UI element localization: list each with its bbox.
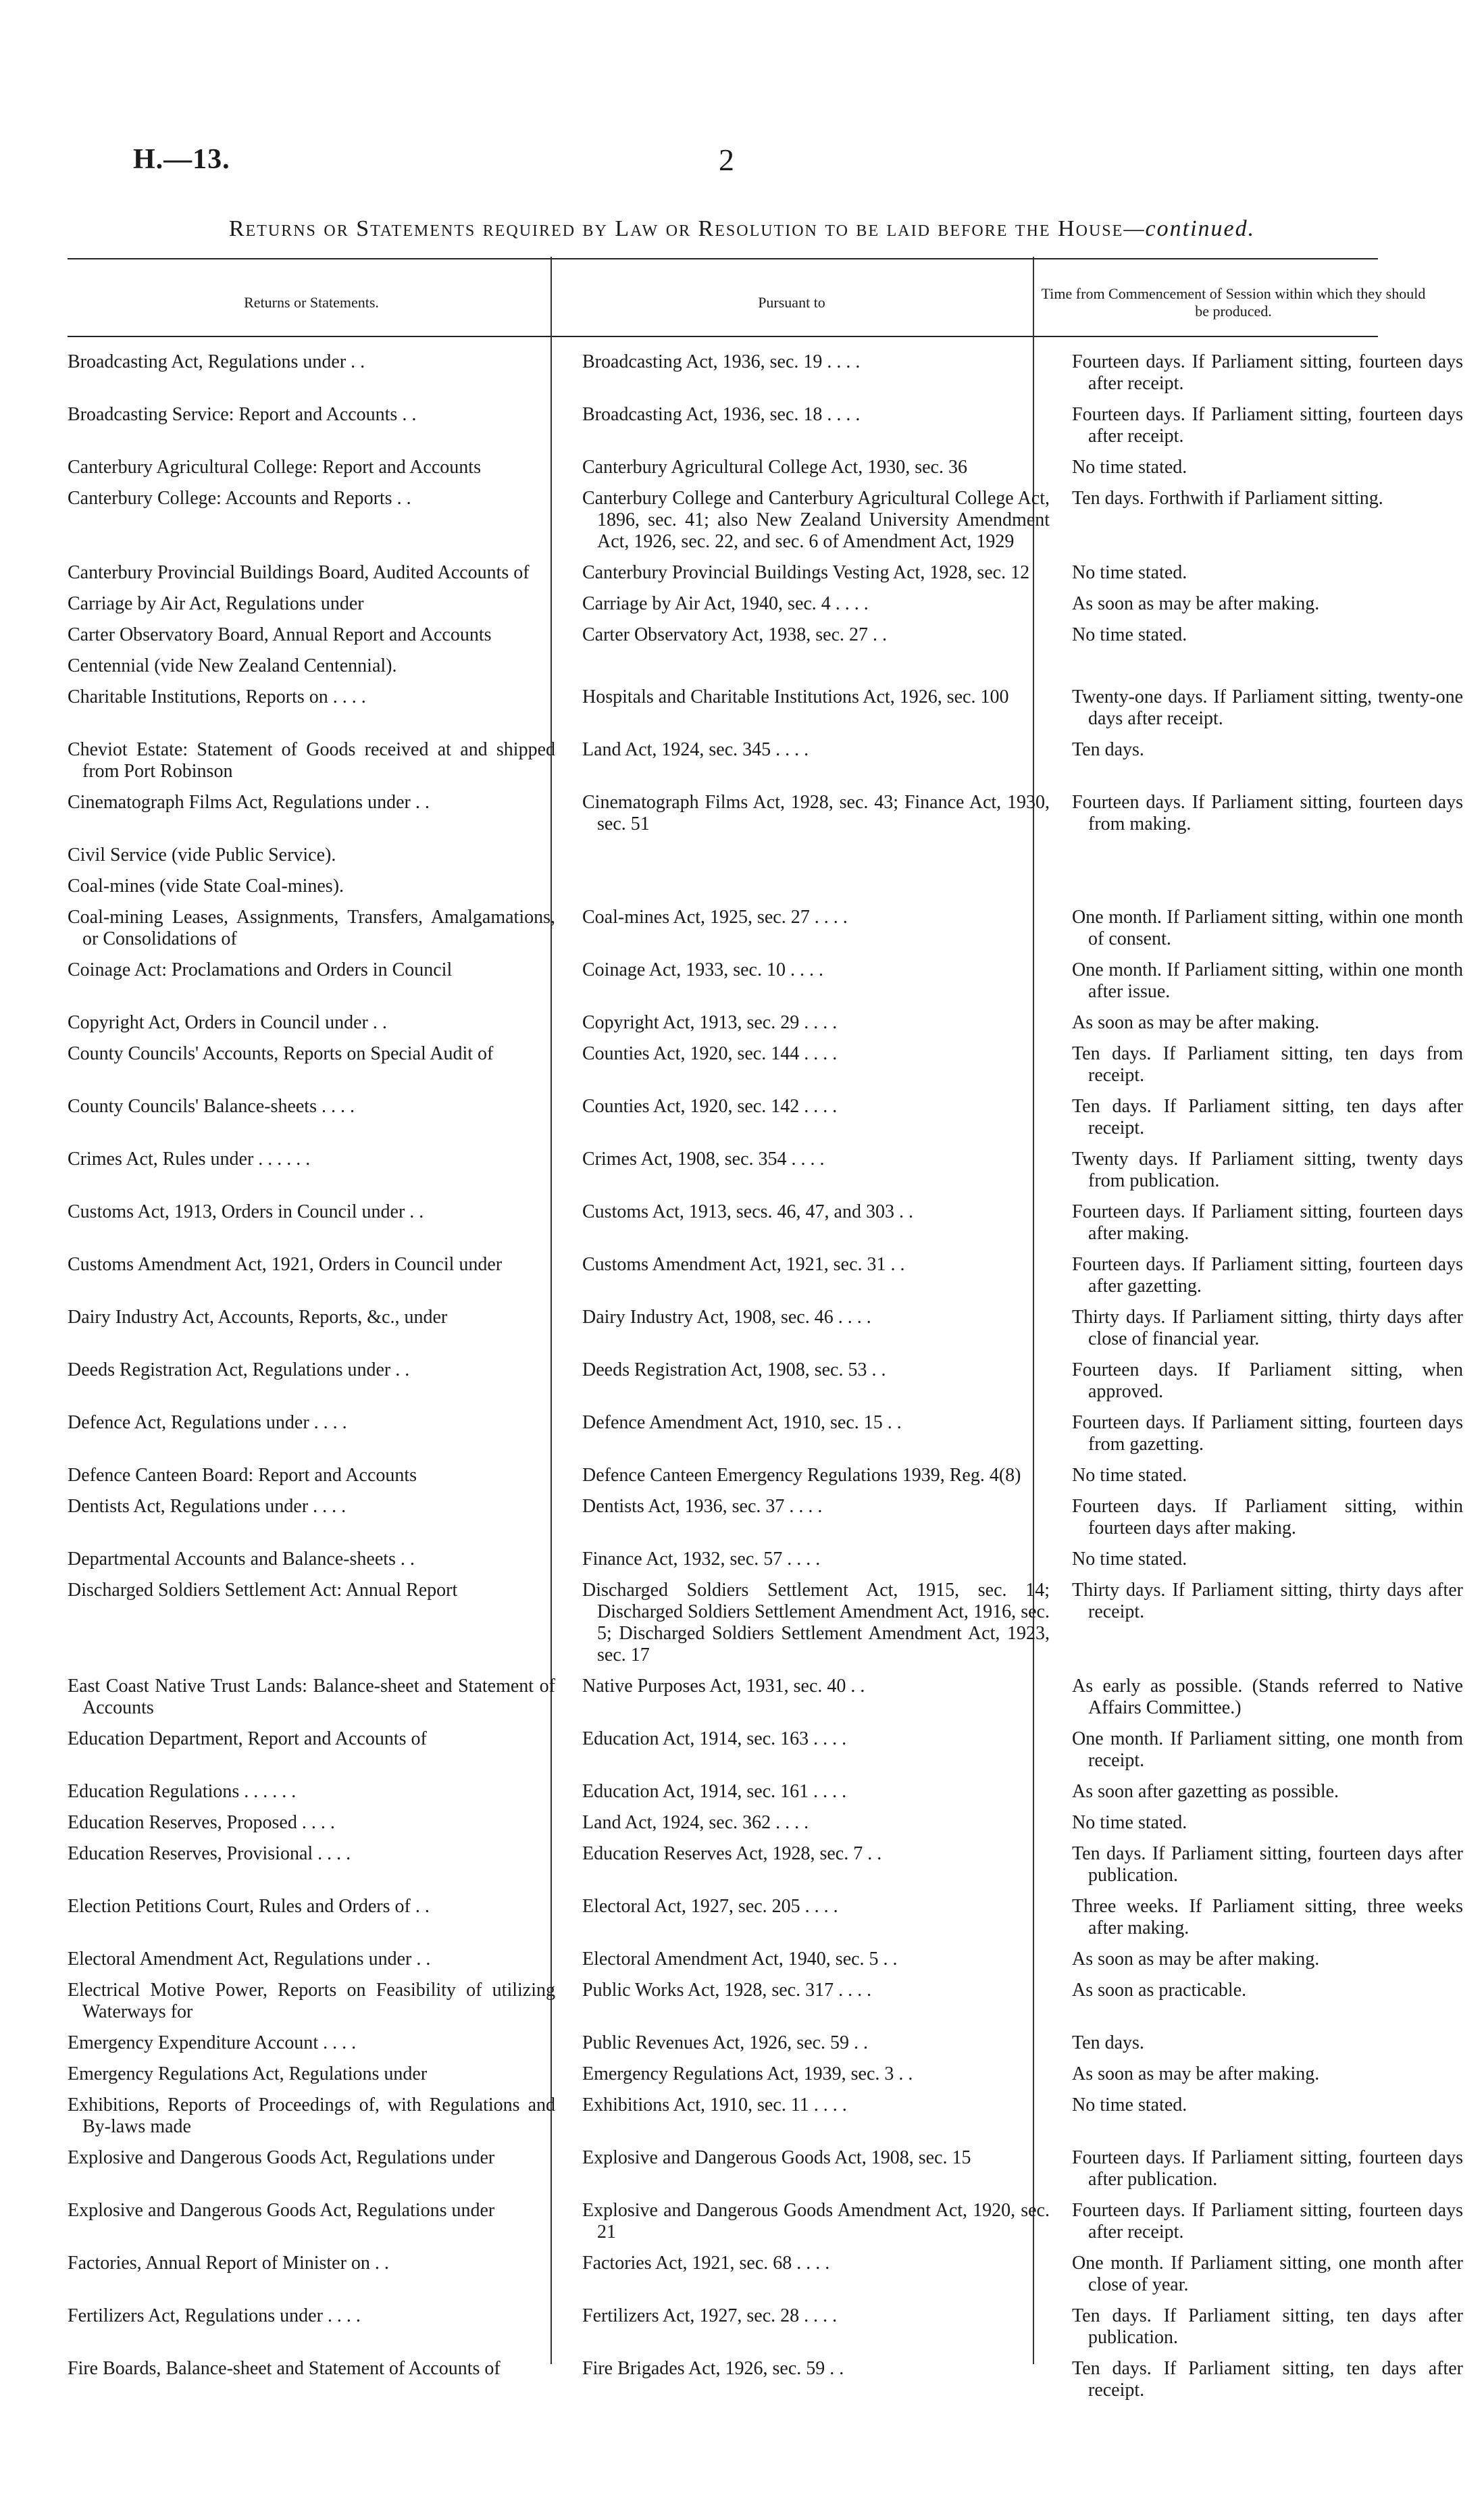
- returns-table: [0, 351, 1484, 2411]
- return-statement-cell: Education Reserves, Provisional . . . .: [68, 1843, 351, 1864]
- table-row: [0, 2253, 1484, 2296]
- return-statement-cell: Electrical Motive Power, Reports on Feasibility of utilizing Waterways for: [68, 1980, 555, 2022]
- table-row: [0, 845, 1484, 866]
- pursuant-to-cell: Native Purposes Act, 1931, sec. 40 . .: [582, 1676, 865, 1697]
- time-cell: No time stated.: [1072, 1812, 1187, 1833]
- table-row: [0, 2200, 1484, 2243]
- return-statement-cell: Canterbury College: Accounts and Reports . .: [68, 488, 411, 509]
- time-cell: Twenty days. If Parliament sitting, twenty days from publication.: [1072, 1149, 1463, 1191]
- table-row: [0, 1812, 1484, 1834]
- pursuant-to-cell: Public Revenues Act, 1926, sec. 59 . .: [582, 2032, 869, 2053]
- time-cell: [1072, 876, 1463, 897]
- time-cell: One month. If Parliament sitting, within one month after issue.: [1072, 959, 1463, 1002]
- page-number: 2: [719, 143, 734, 177]
- row-spacer: [0, 1351, 1484, 1359]
- header-rule-bottom: [68, 336, 1378, 337]
- pursuant-to-cell: Exhibitions Act, 1910, sec. 11 . . . .: [582, 2095, 847, 2115]
- return-statement-cell: Education Regulations . . . . . .: [68, 1781, 297, 1802]
- return-statement-cell: Broadcasting Act, Regulations under . .: [68, 351, 365, 372]
- row-spacer: [0, 1141, 1484, 1149]
- table-row: [0, 959, 1484, 1003]
- return-statement-cell: Coal-mines (vide State Coal-mines).: [68, 876, 344, 897]
- row-spacer: [0, 2297, 1484, 2305]
- table-row: [0, 1949, 1484, 1970]
- row-spacer: [0, 2139, 1484, 2147]
- row-spacer: [0, 449, 1484, 457]
- table-row: [0, 1676, 1484, 1719]
- pursuant-to-cell: Coinage Act, 1933, sec. 10 . . . .: [582, 959, 823, 980]
- row-spacer: [0, 2086, 1484, 2095]
- row-spacer: [0, 1804, 1484, 1812]
- return-statement-cell: Civil Service (vide Public Service).: [68, 845, 336, 866]
- row-spacer: [0, 836, 1484, 845]
- pursuant-to-cell: Electoral Amendment Act, 1940, sec. 5 . .: [582, 1949, 898, 1970]
- return-statement-cell: Exhibitions, Reports of Proceedings of, with Regulations and By-laws made: [68, 2095, 555, 2137]
- table-row: [0, 2063, 1484, 2085]
- table-row: [0, 1254, 1484, 1297]
- pursuant-to-cell: Crimes Act, 1908, sec. 354 . . . .: [582, 1149, 825, 1170]
- time-cell: Fourteen days. If Parliament sitting, fourteen days after publication.: [1072, 2147, 1463, 2190]
- table-row: [0, 686, 1484, 730]
- table-row: [0, 1580, 1484, 1666]
- table-row: [0, 593, 1484, 615]
- table-row: [0, 2305, 1484, 2349]
- row-spacer: [0, 1940, 1484, 1949]
- return-statement-cell: Coinage Act: Proclamations and Orders in Council: [68, 959, 453, 980]
- table-row: [0, 2032, 1484, 2054]
- pursuant-to-cell: Canterbury College and Canterbury Agricultural College Act, 1896, sec. 41; also New Zealand University Amendment Act, 1926, sec. 22, and sec. 6 of Amendment Act, 1929: [582, 488, 1050, 552]
- time-cell: Ten days. If Parliament sitting, fourteen days after publication.: [1072, 1843, 1463, 1886]
- table-row: [0, 351, 1484, 395]
- time-cell: As soon as practicable.: [1072, 1980, 1247, 2001]
- return-statement-cell: East Coast Native Trust Lands: Balance-sheet and Statement of Accounts: [68, 1676, 555, 1718]
- time-cell: Ten days. If Parliament sitting, ten days after receipt.: [1072, 2358, 1463, 2401]
- time-cell: No time stated.: [1072, 457, 1187, 478]
- table-row: [0, 1149, 1484, 1192]
- row-spacer: [0, 1773, 1484, 1781]
- time-cell: One month. If Parliament sitting, one month from receipt.: [1072, 1728, 1463, 1771]
- return-statement-cell: Departmental Accounts and Balance-sheets . .: [68, 1549, 415, 1570]
- pursuant-to-cell: [582, 655, 1050, 677]
- pursuant-to-cell: Dairy Industry Act, 1908, sec. 46 . . . .: [582, 1307, 871, 1328]
- pursuant-to-cell: Education Act, 1914, sec. 161 . . . .: [582, 1781, 847, 1802]
- row-spacer: [0, 1668, 1484, 1676]
- return-statement-cell: Cheviot Estate: Statement of Goods received at and shipped from Port Robinson: [68, 739, 555, 782]
- pursuant-to-cell: [582, 845, 1050, 866]
- pursuant-to-cell: Canterbury Agricultural College Act, 1930, sec. 36: [582, 457, 967, 478]
- row-spacer: [0, 480, 1484, 488]
- table-row: [0, 1412, 1484, 1455]
- pursuant-to-cell: Carriage by Air Act, 1940, sec. 4 . . . .: [582, 593, 869, 614]
- return-statement-cell: Canterbury Provincial Buildings Board, Audited Accounts of: [68, 562, 530, 583]
- time-cell: As soon after gazetting as possible.: [1072, 1781, 1339, 1802]
- row-spacer: [0, 1457, 1484, 1465]
- return-statement-cell: Factories, Annual Report of Minister on . .: [68, 2253, 389, 2274]
- pursuant-to-cell: Broadcasting Act, 1936, sec. 18 . . . .: [582, 404, 861, 425]
- table-row: [0, 1307, 1484, 1350]
- pursuant-to-cell: Finance Act, 1932, sec. 57 . . . .: [582, 1549, 821, 1570]
- return-statement-cell: Customs Amendment Act, 1921, Orders in Council under: [68, 1254, 503, 1275]
- table-row: [0, 1096, 1484, 1139]
- pursuant-to-cell: Dentists Act, 1936, sec. 37 . . . .: [582, 1496, 823, 1517]
- time-cell: Fourteen days. If Parliament sitting, within fourteen days after making.: [1072, 1496, 1463, 1538]
- row-spacer: [0, 616, 1484, 624]
- row-spacer: [0, 1572, 1484, 1580]
- row-spacer: [0, 1540, 1484, 1549]
- table-row: [0, 2147, 1484, 2190]
- pursuant-to-cell: Education Reserves Act, 1928, sec. 7 . .: [582, 1843, 882, 1864]
- table-row: [0, 1465, 1484, 1486]
- column-header-pursuant: Pursuant to: [758, 293, 825, 311]
- time-cell: Ten days. If Parliament sitting, ten days after receipt.: [1072, 1096, 1463, 1138]
- pursuant-to-cell: Coal-mines Act, 1925, sec. 27 . . . .: [582, 907, 848, 928]
- pursuant-to-cell: Counties Act, 1920, sec. 142 . . . .: [582, 1096, 838, 1117]
- return-statement-cell: Crimes Act, Rules under . . . . . .: [68, 1149, 311, 1170]
- time-cell: [1072, 655, 1463, 677]
- row-spacer: [0, 1246, 1484, 1254]
- pursuant-to-cell: Hospitals and Charitable Institutions Act, 1926, sec. 100: [582, 686, 1009, 707]
- time-cell: Thirty days. If Parliament sitting, thirty days after receipt.: [1072, 1580, 1463, 1622]
- return-statement-cell: Customs Act, 1913, Orders in Council under . .: [68, 1201, 424, 1222]
- return-statement-cell: Emergency Regulations Act, Regulations under: [68, 2063, 428, 2084]
- time-cell: Three weeks. If Parliament sitting, three weeks after making.: [1072, 1896, 1463, 1938]
- pursuant-to-cell: Customs Act, 1913, secs. 46, 47, and 303 . .: [582, 1201, 913, 1222]
- table-row: [0, 488, 1484, 553]
- table-row: [0, 1549, 1484, 1570]
- time-cell: Fourteen days. If Parliament sitting, fourteen days from gazetting.: [1072, 1412, 1463, 1455]
- row-spacer: [0, 1972, 1484, 1980]
- column-header-time: Time from Commencement of Session within which they should be produced.: [1041, 284, 1426, 320]
- time-cell: Ten days.: [1072, 739, 1144, 760]
- row-spacer: [0, 396, 1484, 404]
- table-row: [0, 1043, 1484, 1086]
- table-row: [0, 457, 1484, 478]
- table-row: [0, 624, 1484, 646]
- time-cell: Fourteen days. If Parliament sitting, fourteen days from making.: [1072, 792, 1463, 834]
- return-statement-cell: Deeds Registration Act, Regulations under . .: [68, 1359, 410, 1380]
- table-row: [0, 792, 1484, 835]
- row-spacer: [0, 2024, 1484, 2032]
- pursuant-to-cell: Emergency Regulations Act, 1939, sec. 3 . .: [582, 2063, 913, 2084]
- return-statement-cell: Copyright Act, Orders in Council under . .: [68, 1012, 387, 1033]
- row-spacer: [0, 2350, 1484, 2358]
- table-row: [0, 1496, 1484, 1539]
- row-spacer: [0, 1035, 1484, 1043]
- row-spacer: [0, 2192, 1484, 2200]
- return-statement-cell: Discharged Soldiers Settlement Act: Annual Report: [68, 1580, 458, 1601]
- page-title-suffix: —continued.: [1123, 216, 1256, 241]
- column-header-returns: Returns or Statements.: [244, 293, 379, 311]
- time-cell: Fourteen days. If Parliament sitting, fourteen days after receipt.: [1072, 404, 1463, 447]
- time-cell: One month. If Parliament sitting, one month after close of year.: [1072, 2253, 1463, 2295]
- time-cell: Twenty-one days. If Parliament sitting, twenty-one days after receipt.: [1072, 686, 1463, 729]
- row-spacer: [0, 784, 1484, 792]
- row-spacer: [0, 1488, 1484, 1496]
- pursuant-to-cell: Explosive and Dangerous Goods Amendment Act, 1920, sec. 21: [582, 2200, 1050, 2242]
- row-spacer: [0, 554, 1484, 562]
- return-statement-cell: Electoral Amendment Act, Regulations under . .: [68, 1949, 431, 1970]
- page-title: [0, 216, 1484, 242]
- table-row: [0, 907, 1484, 950]
- pursuant-to-cell: Cinematograph Films Act, 1928, sec. 43; Finance Act, 1930, sec. 51: [582, 792, 1050, 834]
- time-cell: No time stated.: [1072, 1465, 1187, 1486]
- return-statement-cell: Carriage by Air Act, Regulations under: [68, 593, 364, 614]
- row-spacer: [0, 2245, 1484, 2253]
- row-spacer: [0, 1299, 1484, 1307]
- row-spacer: [0, 1004, 1484, 1012]
- table-row: [0, 739, 1484, 782]
- time-cell: No time stated.: [1072, 562, 1187, 583]
- pursuant-to-cell: Explosive and Dangerous Goods Act, 1908, sec. 15: [582, 2147, 971, 2168]
- row-spacer: [0, 2055, 1484, 2063]
- pursuant-to-cell: Defence Canteen Emergency Regulations 1939, Reg. 4(8): [582, 1465, 1021, 1486]
- time-cell: As soon as may be after making.: [1072, 1012, 1320, 1033]
- table-row: [0, 1896, 1484, 1939]
- pursuant-to-cell: Customs Amendment Act, 1921, sec. 31 . .: [582, 1254, 905, 1275]
- pursuant-to-cell: Fire Brigades Act, 1926, sec. 59 . .: [582, 2358, 844, 2379]
- pursuant-to-cell: [582, 876, 1050, 897]
- table-row: [0, 1012, 1484, 1034]
- row-spacer: [0, 1193, 1484, 1201]
- return-statement-cell: Coal-mining Leases, Assignments, Transfers, Amalgamations, or Consolidations of: [68, 907, 555, 949]
- time-cell: As soon as may be after making.: [1072, 1949, 1320, 1970]
- return-statement-cell: Explosive and Dangerous Goods Act, Regulations under: [68, 2147, 495, 2168]
- return-statement-cell: Canterbury Agricultural College: Report and Accounts: [68, 457, 481, 478]
- row-spacer: [0, 1088, 1484, 1096]
- time-cell: One month. If Parliament sitting, within one month of consent.: [1072, 907, 1463, 949]
- table-row: [0, 2358, 1484, 2401]
- return-statement-cell: Education Reserves, Proposed . . . .: [68, 1812, 335, 1833]
- time-cell: No time stated.: [1072, 2095, 1187, 2115]
- return-statement-cell: Fertilizers Act, Regulations under . . . .: [68, 2305, 361, 2326]
- time-cell: Thirty days. If Parliament sitting, thirty days after close of financial year.: [1072, 1307, 1463, 1349]
- time-cell: Ten days.: [1072, 2032, 1144, 2053]
- time-cell: Fourteen days. If Parliament sitting, when approved.: [1072, 1359, 1463, 1402]
- time-cell: Ten days. Forthwith if Parliament sitting.: [1072, 488, 1383, 509]
- time-cell: As soon as may be after making.: [1072, 2063, 1320, 2084]
- time-cell: No time stated.: [1072, 624, 1187, 645]
- pursuant-to-cell: Electoral Act, 1927, sec. 205 . . . .: [582, 1896, 838, 1917]
- pursuant-to-cell: Discharged Soldiers Settlement Act, 1915, sec. 14; Discharged Soldiers Settlement Amendment Act, 1916, sec. 5; Discharged Soldiers Settlement Amendment Act, 1923, sec. 17: [582, 1580, 1050, 1665]
- row-spacer: [0, 1404, 1484, 1412]
- pursuant-to-cell: Education Act, 1914, sec. 163 . . . .: [582, 1728, 847, 1749]
- time-cell: No time stated.: [1072, 1549, 1187, 1570]
- time-cell: Fourteen days. If Parliament sitting, fourteen days after gazetting.: [1072, 1254, 1463, 1297]
- row-spacer: [0, 1720, 1484, 1728]
- row-spacer: [0, 868, 1484, 876]
- pursuant-to-cell: Land Act, 1924, sec. 345 . . . .: [582, 739, 809, 760]
- table-row: [0, 655, 1484, 677]
- row-spacer: [0, 1835, 1484, 1843]
- table-row: [0, 876, 1484, 897]
- row-spacer: [0, 899, 1484, 907]
- return-statement-cell: Charitable Institutions, Reports on . . . .: [68, 686, 366, 707]
- table-row: [0, 1359, 1484, 1403]
- time-cell: Fourteen days. If Parliament sitting, fourteen days after making.: [1072, 1201, 1463, 1244]
- return-statement-cell: Election Petitions Court, Rules and Orders of . .: [68, 1896, 430, 1917]
- return-statement-cell: Dentists Act, Regulations under . . . .: [68, 1496, 347, 1517]
- table-row: [0, 1980, 1484, 2023]
- pursuant-to-cell: Deeds Registration Act, 1908, sec. 53 . .: [582, 1359, 886, 1380]
- row-spacer: [0, 585, 1484, 593]
- pursuant-to-cell: Copyright Act, 1913, sec. 29 . . . .: [582, 1012, 838, 1033]
- pursuant-to-cell: Fertilizers Act, 1927, sec. 28 . . . .: [582, 2305, 838, 2326]
- return-statement-cell: Dairy Industry Act, Accounts, Reports, &c., under: [68, 1307, 448, 1328]
- table-row: [0, 1843, 1484, 1886]
- return-statement-cell: Carter Observatory Board, Annual Report and Accounts: [68, 624, 492, 645]
- time-cell: As soon as may be after making.: [1072, 593, 1320, 614]
- time-cell: Ten days. If Parliament sitting, ten days after publication.: [1072, 2305, 1463, 2348]
- return-statement-cell: Education Department, Report and Accounts of: [68, 1728, 427, 1749]
- table-row: [0, 2095, 1484, 2138]
- pursuant-to-cell: Canterbury Provincial Buildings Vesting Act, 1928, sec. 12: [582, 562, 1030, 583]
- pursuant-to-cell: Defence Amendment Act, 1910, sec. 15 . .: [582, 1412, 902, 1433]
- return-statement-cell: Cinematograph Films Act, Regulations under . .: [68, 792, 430, 813]
- time-cell: Fourteen days. If Parliament sitting, fourteen days after receipt.: [1072, 2200, 1463, 2242]
- page-title-main: Returns or Statements required by Law or Resolution to be laid before the House: [228, 216, 1124, 241]
- document-reference: H.—13.: [133, 144, 230, 175]
- pursuant-to-cell: Broadcasting Act, 1936, sec. 19 . . . .: [582, 351, 861, 372]
- pursuant-to-cell: Carter Observatory Act, 1938, sec. 27 . .: [582, 624, 887, 645]
- return-statement-cell: Defence Canteen Board: Report and Accounts: [68, 1465, 417, 1486]
- row-spacer: [0, 1888, 1484, 1896]
- pursuant-to-cell: Counties Act, 1920, sec. 144 . . . .: [582, 1043, 838, 1064]
- time-cell: Fourteen days. If Parliament sitting, fourteen days after receipt.: [1072, 351, 1463, 394]
- time-cell: As early as possible. (Stands referred to Native Affairs Committee.): [1072, 1676, 1463, 1718]
- table-row: [0, 1781, 1484, 1803]
- pursuant-to-cell: Public Works Act, 1928, sec. 317 . . . .: [582, 1980, 872, 2001]
- row-spacer: [0, 2403, 1484, 2411]
- return-statement-cell: Fire Boards, Balance-sheet and Statement of Accounts of: [68, 2358, 501, 2379]
- header-rule-top: [68, 258, 1378, 259]
- return-statement-cell: Broadcasting Service: Report and Accounts . .: [68, 404, 417, 425]
- table-row: [0, 1201, 1484, 1245]
- return-statement-cell: County Councils' Accounts, Reports on Special Audit of: [68, 1043, 494, 1064]
- return-statement-cell: Emergency Expenditure Account . . . .: [68, 2032, 357, 2053]
- table-row: [0, 562, 1484, 584]
- return-statement-cell: Explosive and Dangerous Goods Act, Regulations under: [68, 2200, 495, 2221]
- time-cell: Ten days. If Parliament sitting, ten days from receipt.: [1072, 1043, 1463, 1086]
- return-statement-cell: Defence Act, Regulations under . . . .: [68, 1412, 347, 1433]
- row-spacer: [0, 678, 1484, 686]
- row-spacer: [0, 647, 1484, 655]
- row-spacer: [0, 951, 1484, 959]
- table-row: [0, 1728, 1484, 1772]
- pursuant-to-cell: Land Act, 1924, sec. 362 . . . .: [582, 1812, 809, 1833]
- table-row: [0, 404, 1484, 447]
- pursuant-to-cell: Factories Act, 1921, sec. 68 . . . .: [582, 2253, 830, 2274]
- return-statement-cell: Centennial (vide New Zealand Centennial).: [68, 655, 397, 676]
- time-cell: [1072, 845, 1463, 866]
- row-spacer: [0, 731, 1484, 739]
- return-statement-cell: County Councils' Balance-sheets . . . .: [68, 1096, 355, 1117]
